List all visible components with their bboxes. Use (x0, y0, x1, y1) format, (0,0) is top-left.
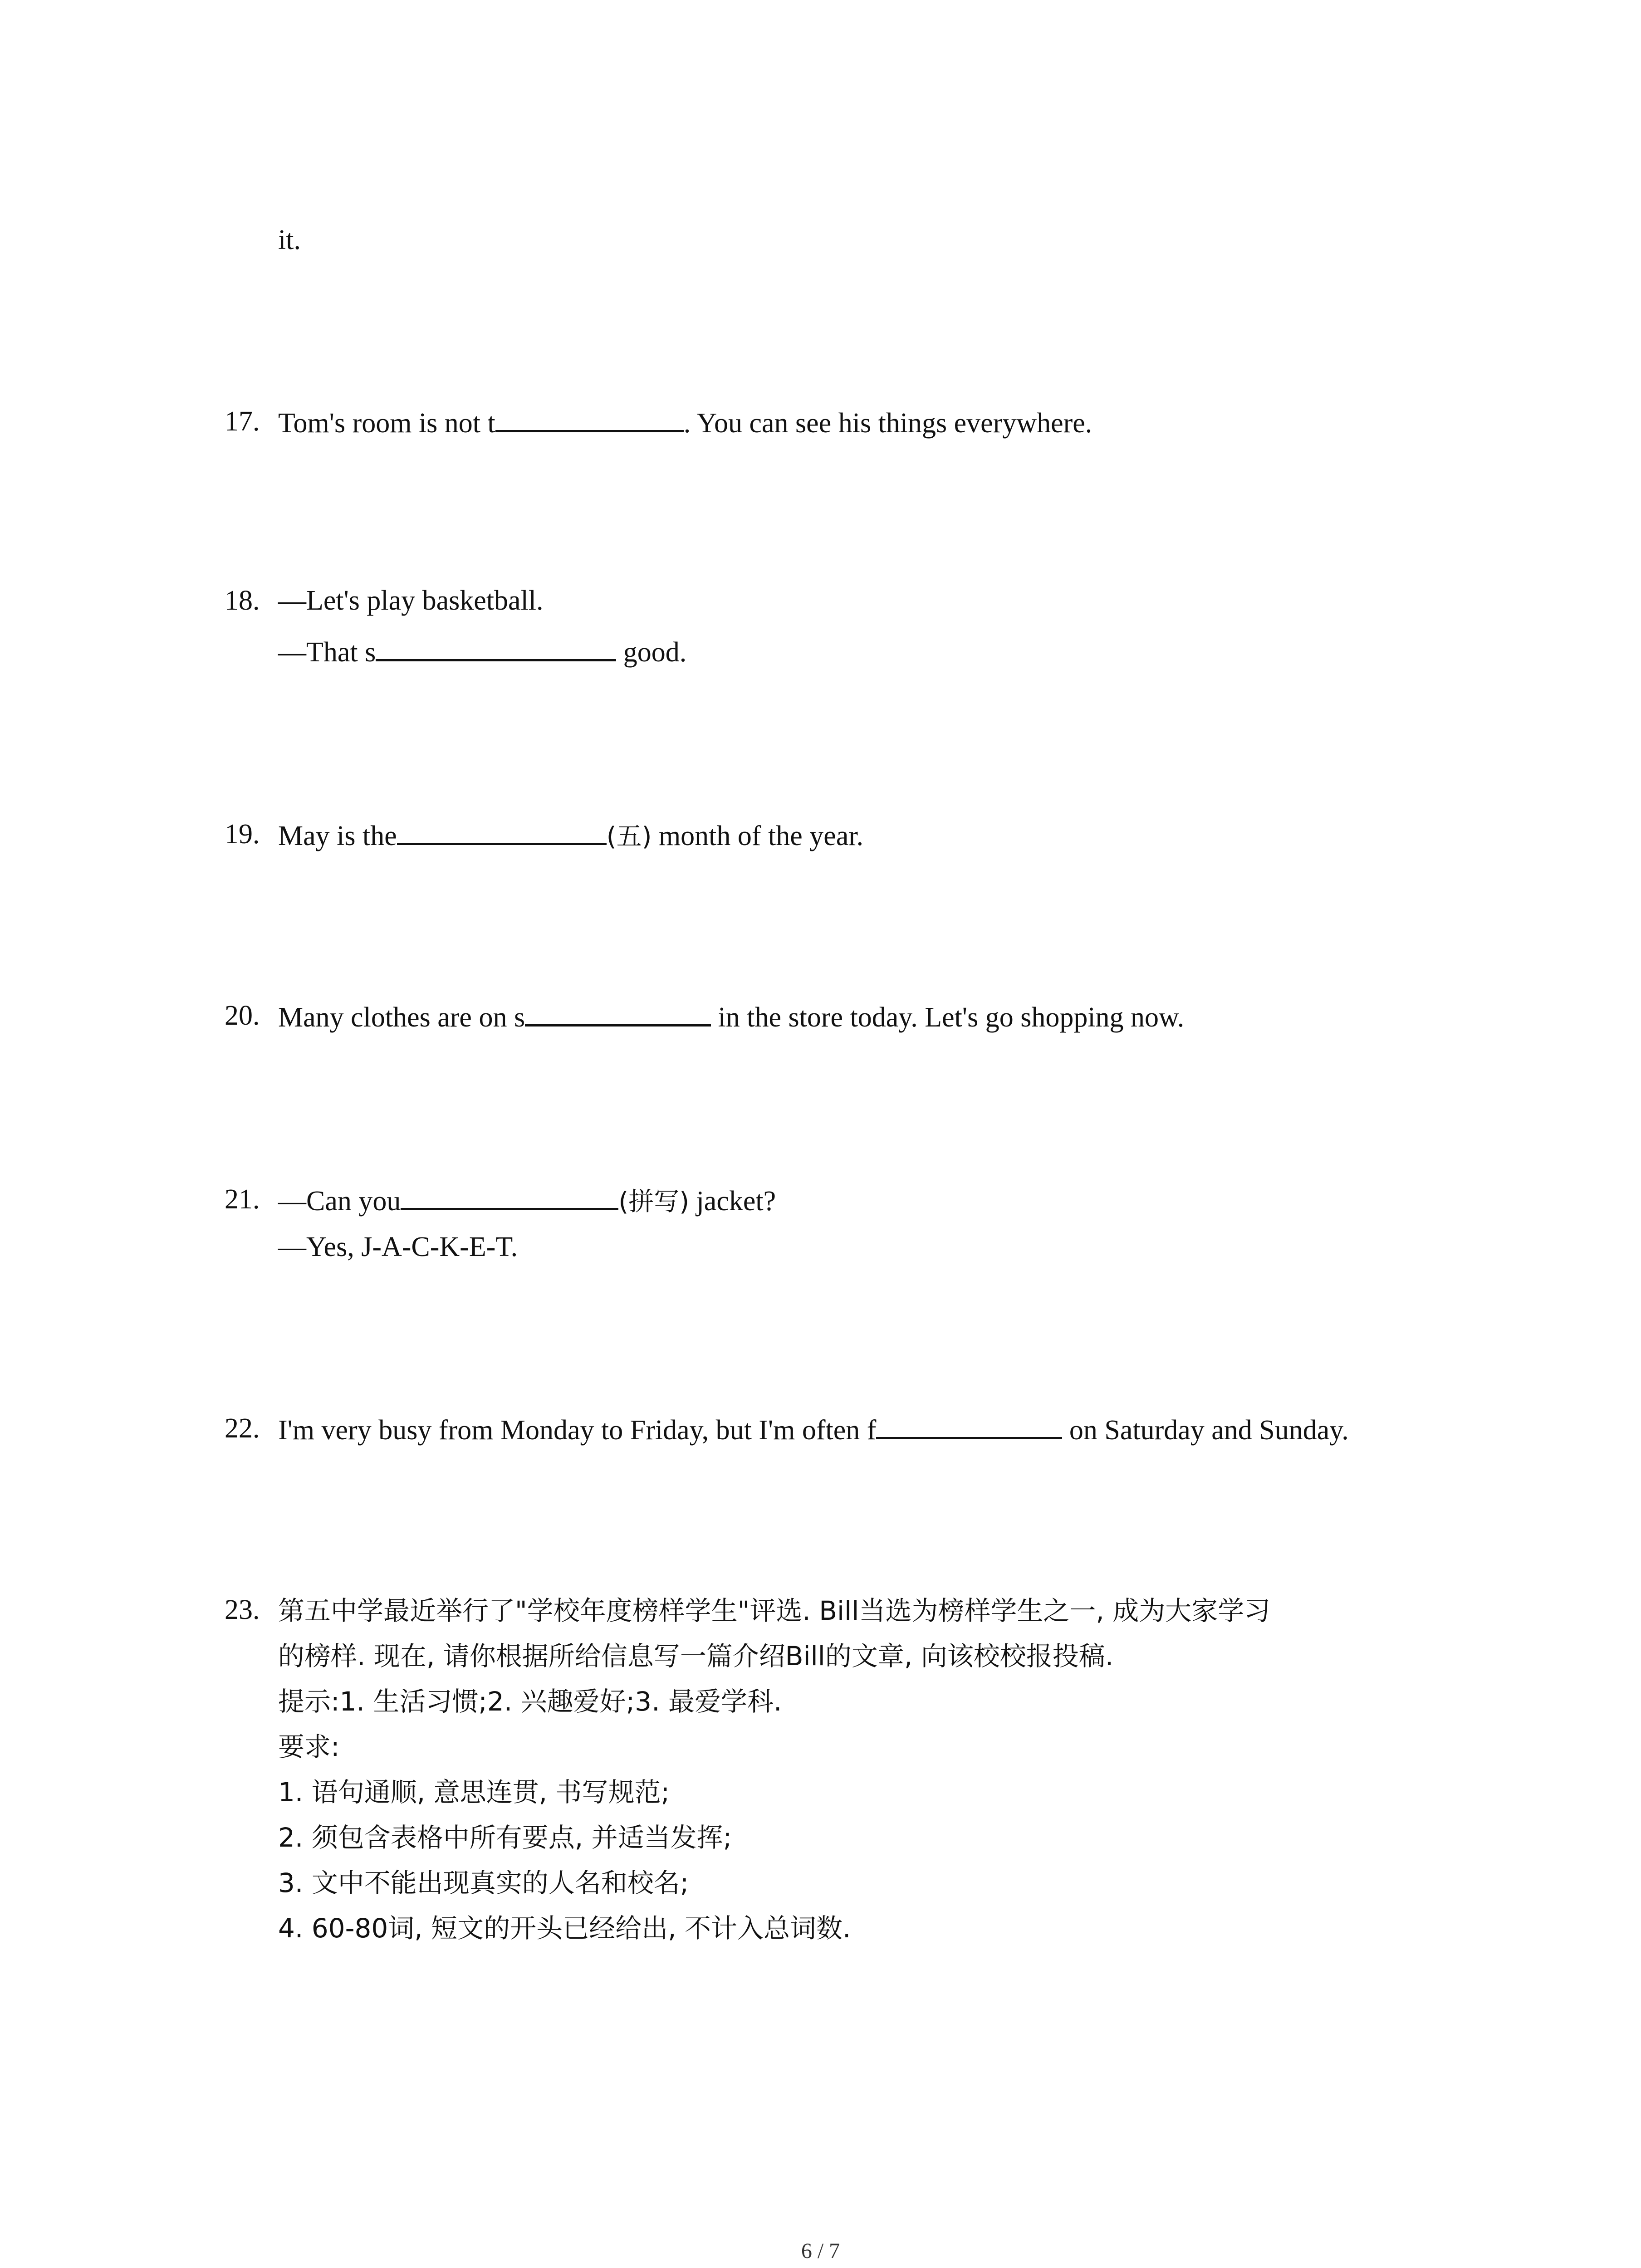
question-number: 20. (225, 1000, 260, 1031)
question-text: Tom's room is not t (278, 408, 495, 439)
question-number: 23. (225, 1594, 260, 1625)
question-text: May is the (278, 821, 397, 851)
answer-blank[interactable] (876, 1411, 1062, 1439)
answer-blank[interactable] (495, 404, 684, 432)
question-text: good. (616, 637, 687, 668)
answer-blank[interactable] (525, 998, 711, 1026)
requirement-item: 3. 文中不能出现真实的人名和校名; (278, 1867, 689, 1898)
q16-continuation: it. (278, 225, 301, 255)
question-text: month of the year. (652, 821, 864, 851)
chinese-hint: (拼写) (618, 1187, 690, 1217)
question-number: 19. (225, 819, 260, 850)
answer-blank[interactable] (401, 1182, 618, 1210)
writing-prompt-line: 的榜样. 现在, 请你根据所给信息写一篇介绍Bill的文章, 向该校校报投稿. (278, 1641, 1114, 1672)
question-text: —Let's play basketball. (278, 585, 544, 616)
question-21-line2: —Yes, J-A-C-K-E-T. (278, 1232, 518, 1262)
question-18-line2 (278, 633, 686, 670)
question-number: 21. (225, 1184, 260, 1215)
question-text: —That s (278, 637, 376, 668)
question-text: on Saturday and Sunday. (1062, 1415, 1349, 1446)
question-text: in the store today. Let's go shopping now. (711, 1002, 1185, 1033)
chinese-hint: (五) (606, 822, 652, 851)
question-number: 22. (225, 1413, 260, 1444)
question-text: Many clothes are on s (278, 1002, 525, 1033)
page-number: 6 / 7 (801, 2239, 840, 2263)
requirement-item: 4. 60-80词, 短文的开头已经给出, 不计入总词数. (278, 1913, 851, 1944)
question-text: I'm very busy from Monday to Friday, but I'm often f (278, 1415, 877, 1446)
question-text: jacket? (689, 1186, 776, 1217)
question-text: —Can you (278, 1186, 401, 1217)
answer-blank[interactable] (397, 816, 607, 845)
requirement-item: 2. 须包含表格中所有要点, 并适当发挥; (278, 1822, 732, 1853)
question-number: 18. (225, 585, 260, 616)
answer-blank[interactable] (376, 633, 616, 661)
writing-hints: 提示:1. 生活习惯;2. 兴趣爱好;3. 最爱学科. (278, 1686, 782, 1717)
question-text: . You can see his things everywhere. (683, 408, 1092, 439)
requirement-item: 1. 语句通顺, 意思连贯, 书写规范; (278, 1777, 670, 1808)
question-number: 17. (225, 406, 260, 437)
writing-prompt-line: 第五中学最近举行了"学校年度榜样学生"评选. Bill当选为榜样学生之一, 成为大家学习 (278, 1595, 1271, 1626)
requirements-heading: 要求: (278, 1731, 340, 1762)
